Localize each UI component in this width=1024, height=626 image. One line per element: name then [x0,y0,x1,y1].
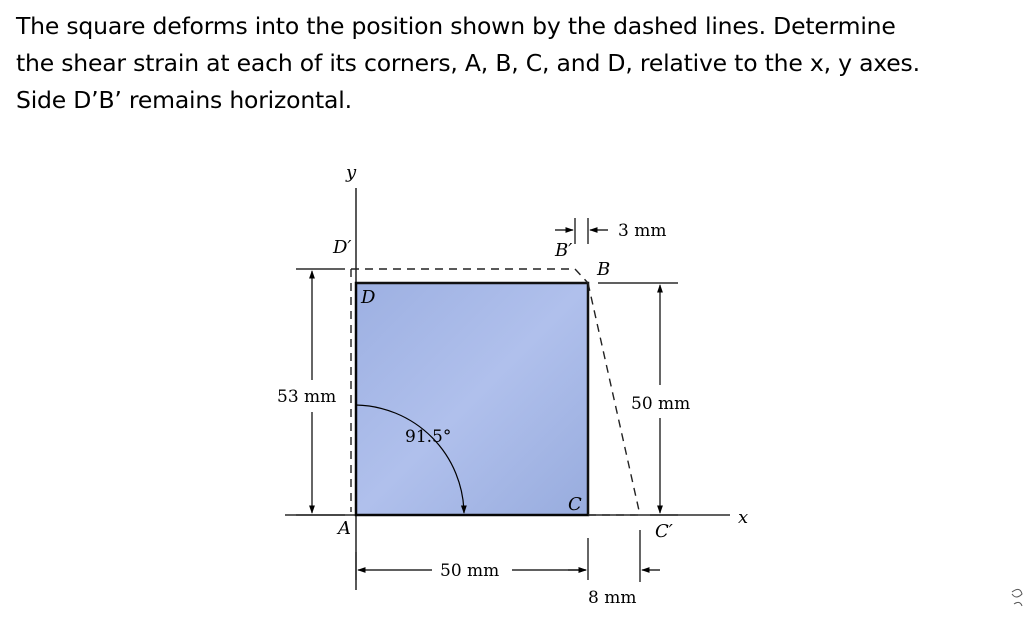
original-square [356,283,588,515]
corner-b-prime-label: B′ [555,240,573,261]
problem-line-3: Side D’B’ remains horizontal. [16,86,352,114]
problem-line-1: The square deforms into the position shown by the dashed lines. Determine [16,12,896,40]
corner-c-label: C [568,494,582,515]
dim-offset-bottom [568,530,660,582]
dim-width-bottom-label: 50 mm [440,561,500,581]
dim-offset-bottom-label: 8 mm [588,588,637,608]
y-axis-label: y [346,162,357,183]
corner-d-label: D [361,287,376,308]
dim-height-right-label: 50 mm [631,394,691,414]
angle-label: 91.5° [405,427,452,447]
problem-line-2: the shear strain at each of its corners, A, B, C, and D, relative to the x, y axes. [16,49,920,77]
dim-offset-top-label: 3 mm [618,221,667,241]
corner-b-label: B [597,259,611,280]
corner-a-label: A [338,518,351,539]
corner-c-prime-label: C′ [655,521,673,542]
corner-decoration-icon [1012,589,1022,606]
corner-d-prime-label: D′ [333,237,352,258]
dim-height-left-label: 53 mm [277,387,337,407]
x-axis-label: x [738,507,749,528]
